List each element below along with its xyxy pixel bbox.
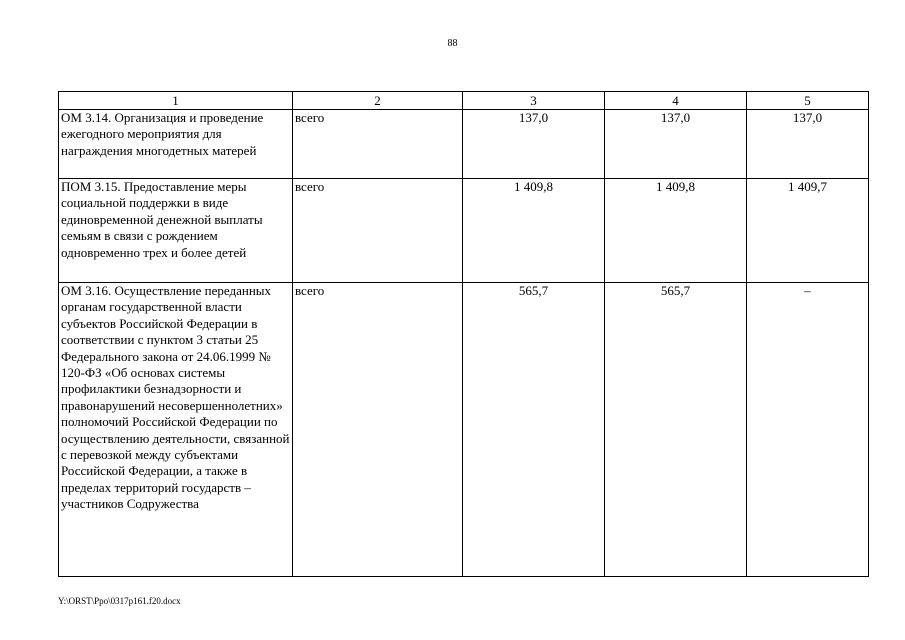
page-number: 88	[447, 38, 458, 49]
funding-type: всего	[293, 283, 463, 577]
value-col-5: –	[747, 283, 869, 577]
value-col-3: 137,0	[463, 110, 605, 179]
table-header-row	[59, 92, 869, 110]
value-col-4: 137,0	[605, 110, 747, 179]
budget-table	[58, 91, 869, 577]
column-header-3: 3	[463, 92, 605, 110]
value-col-5: 1 409,7	[747, 179, 869, 283]
column-header-4: 4	[605, 92, 747, 110]
value-col-3: 565,7	[463, 283, 605, 577]
value-col-4: 1 409,8	[605, 179, 747, 283]
measure-name: ОМ 3.16. Осуществление переданных органам государственной власти субъектов Российской Федерации в соответствии с пунктом 3 статьи 25 Федерального закона от 24.06.1999 № 120-ФЗ «Об основах системы профилактики безнадзорности и правонарушений несовершеннолетних» полномочий Российской Федерации по осуществлению деятельности, связанной с перевозкой между субъектами Российской Федерации, а также в пределах территорий государств – участников Содружества	[59, 283, 293, 577]
file-path-footer: Y:\ORST\Ppo\0317p161.f20.docx	[58, 596, 181, 606]
measure-name: ПОМ 3.15. Предоставление меры социальной поддержки в виде единовременной денежной выплаты семьям в связи с рождением одновременно трех и более детей	[59, 179, 293, 283]
table-row	[59, 283, 869, 577]
measure-name: ОМ 3.14. Организация и проведение ежегодного мероприятия для награждения многодетных матерей	[59, 110, 293, 179]
value-col-4: 565,7	[605, 283, 747, 577]
column-header-5: 5	[747, 92, 869, 110]
funding-type: всего	[293, 110, 463, 179]
column-header-2: 2	[293, 92, 463, 110]
column-header-1: 1	[59, 92, 293, 110]
funding-type: всего	[293, 179, 463, 283]
table-row	[59, 110, 869, 179]
value-col-5: 137,0	[747, 110, 869, 179]
table-row	[59, 179, 869, 283]
value-col-3: 1 409,8	[463, 179, 605, 283]
